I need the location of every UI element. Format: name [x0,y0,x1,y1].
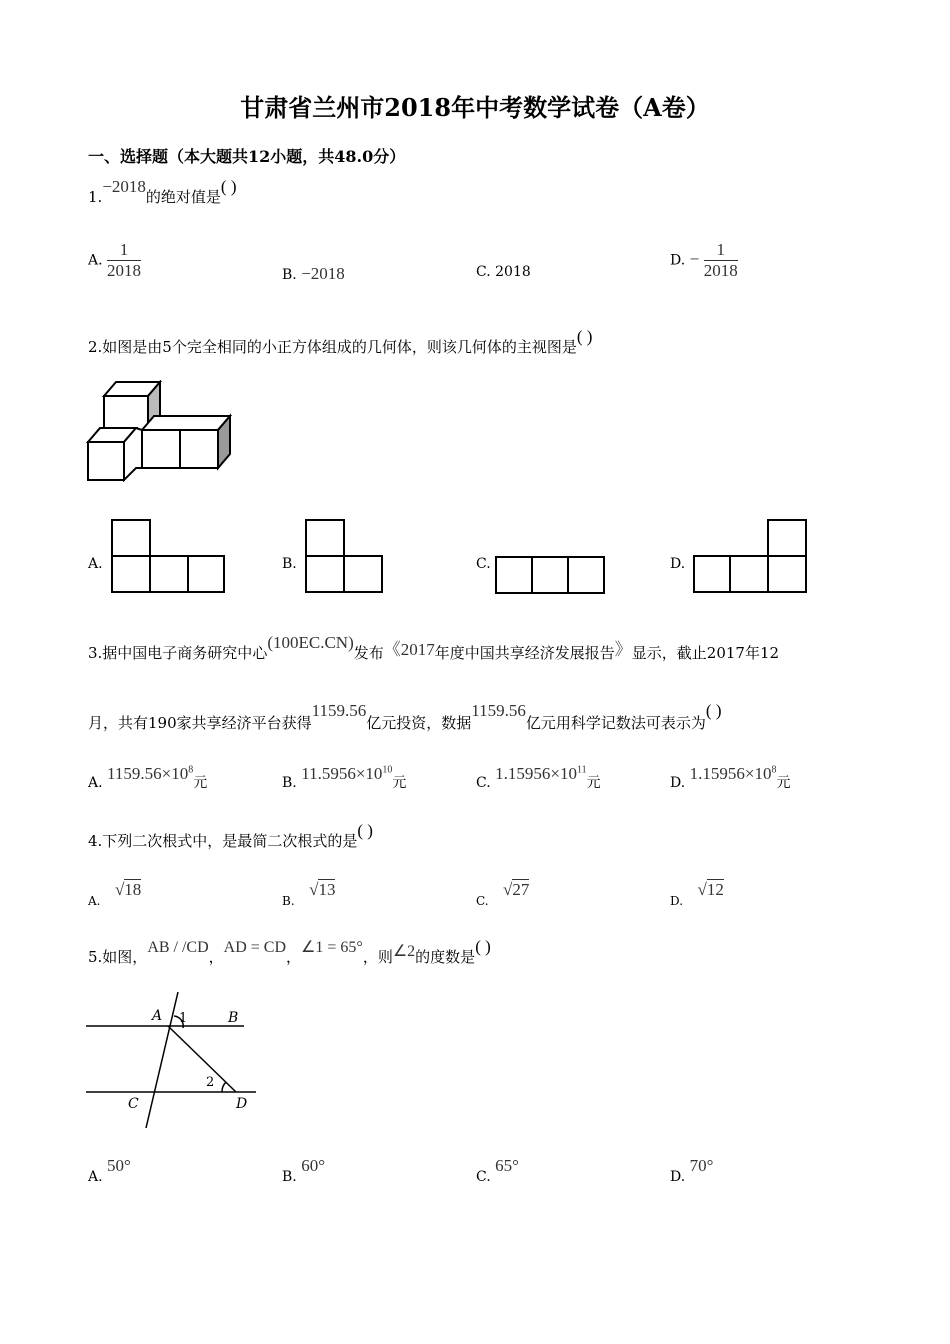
q5-option-b[interactable] [282,1156,326,1186]
option-value: $11.5956\times 10^{10}$ [301,764,393,783]
q5-option-a[interactable] [88,1156,131,1186]
question-number: 1. [88,188,103,206]
option-label: A. [88,252,103,269]
answer-paren: ( ) [475,937,491,956]
q3-text: 年度中国共享经济发展报告 [434,644,615,662]
q3-text: 发布 [353,644,384,662]
q2-option-d-figure[interactable] [692,518,808,594]
question-2 [88,327,593,357]
option-label: C. [476,1169,491,1185]
q3-option-a[interactable] [88,764,208,792]
option-label: A. [88,775,103,791]
option-label: D. [670,775,686,791]
q2-option-c-figure[interactable] [494,555,608,595]
sqrt-expression: √27 [503,880,530,899]
option-value: $1.15956\times 10^8$ [689,764,777,783]
q1-option-d[interactable] [670,240,738,281]
option-value: $1.15956\times 10^{11}$ [495,764,587,783]
question-4 [88,821,373,851]
q3-report-open: 《2017 [383,640,435,659]
option-value: 70° [689,1156,714,1175]
fraction: $\frac{1}{2018}$ [107,240,142,280]
q5-condition-parallel: AB / /CD [147,939,209,956]
q3-text: 显示，截止2017年12 [631,644,780,662]
answer-paren: ( ) [705,701,722,720]
q3-option-b[interactable] [282,764,407,792]
option-value: $1159.56\times 10^8$ [107,764,194,783]
option-label: B. [282,775,297,791]
page-title: 甘肃省兰州市2018年中考数学试卷（A卷） [240,93,710,122]
option-label: A. [88,894,101,908]
question-1 [88,177,237,207]
option-value: 50° [107,1156,131,1175]
question-3-line-2 [88,701,722,733]
q2-option-b-figure[interactable] [304,518,384,594]
label-angle-2: 2 [206,1075,215,1090]
cube-solid-figure [86,380,236,482]
question-5 [88,937,491,967]
option-unit: 元 [776,775,791,791]
option-label: D. [670,894,684,908]
q5-angle-2: ∠2 [392,943,416,960]
q3-number: 1159.56 [311,701,367,720]
q5-condition-equal: AD = CD [223,939,287,956]
label-point-a: A [152,1008,163,1024]
q3-org: (100EC.CN) [267,633,354,652]
sqrt-expression: √18 [114,880,142,899]
q4-text: 4.下列二次根式中，是最简二次根式的是 [88,832,358,850]
label-point-b: B [228,1010,239,1026]
q3-text: 月，共有190家共享经济平台获得 [88,714,312,732]
answer-paren: ( ) [220,177,237,196]
q5-text: 的度数是 [415,948,476,966]
q3-number: 1159.56 [471,701,526,720]
option-unit: 元 [392,775,407,791]
option-label: D. [670,252,686,269]
q2-option-c-label[interactable]: C. [476,556,491,572]
option-label: A. [88,1169,103,1185]
q1-option-b[interactable] [282,264,345,284]
q1-option-c[interactable] [476,264,531,280]
label-point-c: C [128,1096,139,1112]
q1-text: 的绝对值是 [145,188,221,206]
section-heading: 一、选择题（本大题共12小题，共48.0分） [88,147,406,166]
option-label: B. [282,1169,297,1185]
option-label: B. [282,894,295,908]
label-point-d: D [236,1096,248,1112]
option-label: B. [282,267,297,283]
option-value: 2018 [495,264,531,280]
q3-text: 3.据中国电子商务研究中心 [88,644,268,662]
option-label: C. [476,775,491,791]
option-label: C. [476,894,489,908]
q3-option-d[interactable] [670,764,791,792]
question-3-line-1 [88,633,780,663]
option-unit: 元 [586,775,601,791]
option-value: 65° [495,1156,519,1175]
q3-text: 亿元投资，数据 [366,714,472,732]
q2-text: 2.如图是由5个完全相同的小正方体组成的几何体，则该几何体的主视图是 [88,338,577,356]
q5-option-d[interactable] [670,1156,714,1186]
fraction: $\frac{1}{2018}$ [703,240,738,280]
q4-option-c[interactable] [476,880,530,910]
answer-paren: ( ) [576,327,593,346]
q2-option-b-label[interactable]: B. [282,556,297,572]
q5-text: ， [208,948,224,966]
q5-condition-angle: ∠1 = 65° [301,939,363,956]
option-label: D. [670,1169,686,1185]
q2-option-a-figure[interactable] [110,518,226,594]
q4-option-a[interactable] [88,880,142,910]
minus-sign: − [689,249,700,269]
option-unit: 元 [193,775,208,791]
option-label: C. [476,264,491,280]
q2-option-a-label[interactable]: A. [88,556,103,572]
option-value: −2018 [301,264,345,283]
q2-option-d-label[interactable]: D. [670,556,686,572]
q5-text: ， [286,948,302,966]
geometry-figure [86,988,262,1134]
q3-report-close: 》 [614,640,632,659]
answer-paren: ( ) [357,821,373,840]
q4-option-d[interactable] [670,880,724,910]
q5-text: 5.如图， [88,948,148,966]
q5-text: ，则 [362,948,393,966]
sqrt-expression: √13 [309,880,336,899]
q1-option-a[interactable] [88,240,141,281]
q1-expression: −2018 [102,177,146,196]
q3-text: 亿元用科学记数法可表示为 [525,714,706,732]
q4-option-b[interactable] [282,880,336,910]
sqrt-expression: √12 [697,880,724,899]
option-value: 60° [301,1156,326,1175]
q5-option-c[interactable] [476,1156,519,1186]
label-angle-1: 1 [179,1011,188,1026]
q3-option-c[interactable] [476,764,601,792]
